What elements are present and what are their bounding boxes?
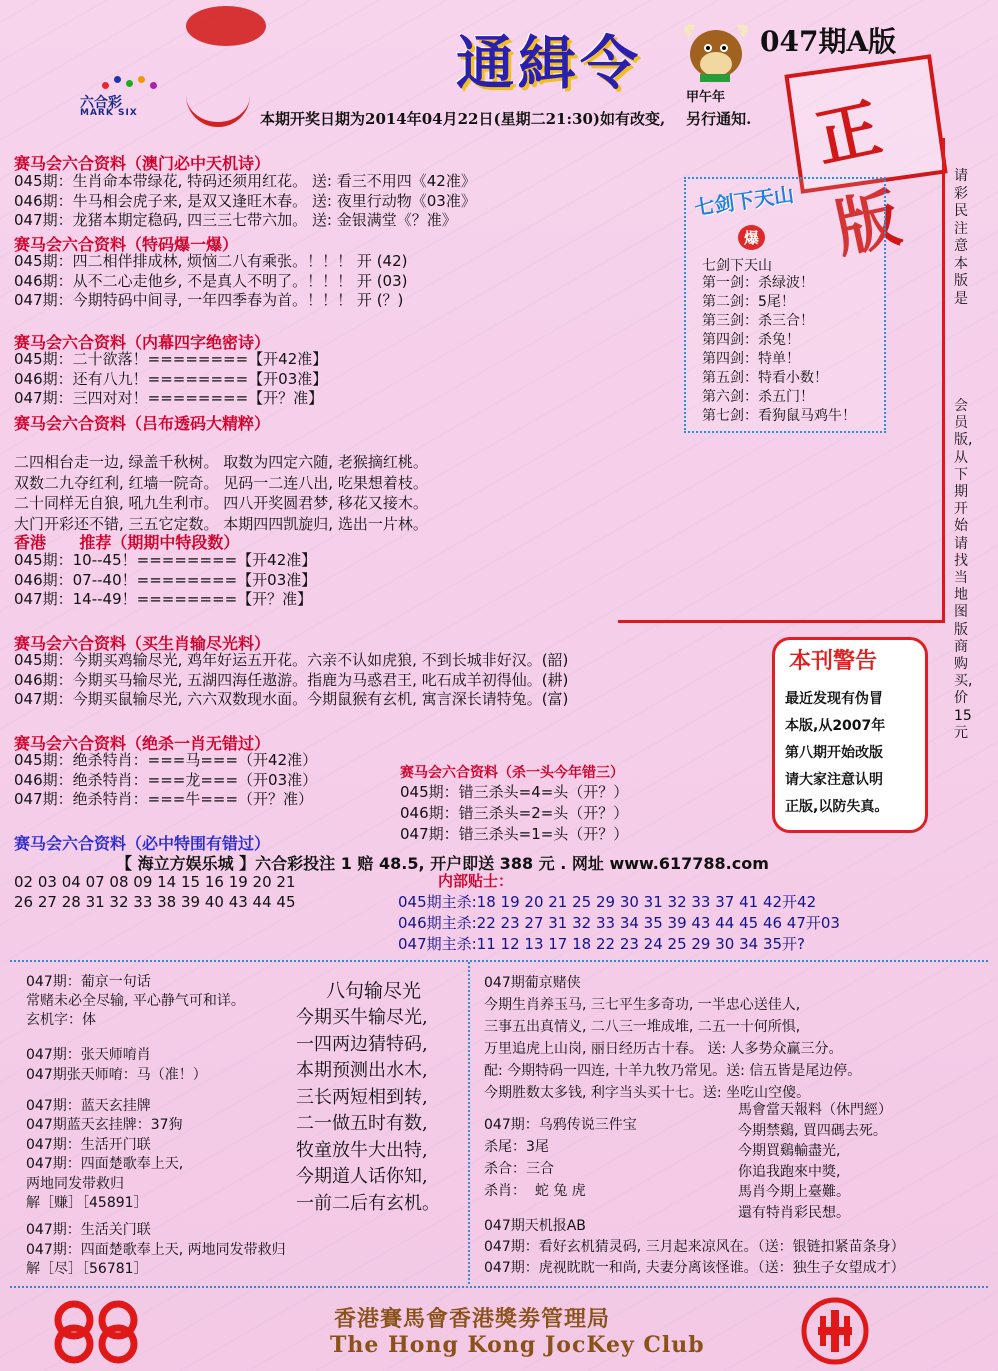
list-item: 047期：14--49！========【开？准】 [14,590,313,609]
list-item: 還有特肖彩民想。 [738,1204,850,1221]
draw-notice: 本期开奖日期为2014年04月22日(星期二21:30)如有改变, 另行通知. [260,110,752,128]
list-item: 一前二后有玄机。 [296,1192,440,1214]
list-item: 一四两边猜特码, [296,1033,428,1055]
section-hk-recommend [14,551,316,610]
hkjc-right-seal [800,1296,870,1366]
list-item: 047期张天师唷：马（准！） [26,1067,207,1083]
list-item: 047期：三四对对！========【开？准】 [14,389,324,408]
side-note-2: 会员版,从下期开始请找当地图版商购买,价15元 [954,398,973,741]
list-item: 047期：今期特码中间寻, 一年四季春为首。！！！ 开 (？) [14,291,404,310]
list-item: 047期：生活开门联 [26,1136,151,1153]
list-item: 045期主杀:18 19 20 21 25 29 30 31 32 33 37 41 42开42 [398,893,817,911]
section-title-zodiac-lose: 赛马会六合资料（买生肖输尽光料） [14,634,271,653]
section-title-kill-head: 赛马会六合资料（杀一头今年错三） [400,765,624,781]
list-item: 今期生肖养玉马, 三七平生多奇功, 一半忠心送佳人, [484,997,801,1013]
bottom-divider-top [10,960,988,962]
list-item: 正版,以防失真。 [785,799,889,815]
lisbon-gambler [484,972,861,1104]
list-item: 杀肖： 蛇 兔 虎 [484,1183,586,1199]
list-item: 047期：乌鸦传说三件宝 [484,1117,637,1133]
list-item: 046期：绝杀特肖：===龙===（开03准） [14,770,318,789]
list-item: 今期買鷄輸盡光, [738,1143,841,1159]
section-four-char [14,350,327,409]
seven-swords-list [702,274,856,426]
list-item: 第六剑：杀五门！ [702,389,814,405]
list-item: 大门开彩还不错, 三五它定数。 本期四四凯旋归, 选出一片林。 [14,514,428,533]
bottom-left-block-4 [26,1221,286,1280]
list-item: 二一做五时有数, [296,1113,428,1134]
list-item: 045期：10--45！========【开42准】 [14,551,317,569]
mark-six-en: MARK SIX [80,108,138,118]
section-title-four-char: 赛马会六合资料（内幕四字绝密诗） [14,333,271,352]
list-item: 第四剑：杀兔！ [702,332,800,348]
list-item: 玄机字：体 [26,1012,96,1028]
section-title-kill-zodiac: 赛马会六合资料（绝杀一肖无错过） [14,734,271,753]
section-macau-poem [14,172,476,231]
list-item: 047期蓝天玄挂牌：37狗 [26,1117,183,1134]
list-item: 本版,从2007年 [785,718,886,734]
bottom-left-block-1 [26,973,245,1030]
section-title-macau-poem: 赛马会六合资料（澳门必中天机诗） [14,154,271,173]
page-title: 通緝令 [456,29,643,97]
warning-box [772,637,928,833]
list-item: 解［尽］［56781］ [26,1261,148,1277]
list-item: 02 03 04 07 08 09 14 15 16 19 20 21 [14,873,296,891]
list-item: 047期：今期买鼠输尽光, 六六双数现水面。今期鼠猴有玄机, 寓言深长请特兔。(富) [14,690,569,709]
list-item: 馬肖今期上臺難。 [738,1184,850,1200]
section-title-lubu: 赛马会六合资料（吕布透码大精粹） [14,414,271,433]
list-item: 解［赚］［45891］ [26,1195,148,1212]
section-title-hk-recommend: 香港 推荐（期期中特段数） [14,533,240,552]
list-item: 本期预测出水木, [296,1060,428,1081]
seven-swords-burst: 爆 [738,225,765,250]
bottom-divider-bottom [10,1286,988,1288]
eight-lines [296,1005,440,1217]
list-item: 二四相台走一边, 绿盖千秋树。 取数为四定六随, 老猴摘红桃。 [14,453,428,471]
list-item: 045期：绝杀特肖：===马===（开42准） [14,751,318,769]
list-item: 047期：绝杀特肖：===牛===（开？准） [14,790,314,809]
list-item: 配: 今期特码一四连, 十羊九牧乃常见。送: 信五皆是尾边停。 [484,1063,862,1079]
list-item: 第三剑：杀三合！ [702,313,814,329]
bottom-left-block-2 [26,1045,207,1085]
year-label: 甲午年 [686,90,726,105]
list-item: 杀合：三合 [484,1161,554,1177]
tianji-report [484,1216,905,1279]
list-item: 047期：四面楚歌奉上天, [26,1156,184,1173]
list-item: 047期天机报AB [484,1218,586,1234]
list-item: 第四剑：特单！ [702,351,800,367]
list-item: 第二剑：5尾！ [702,294,795,310]
lisbon-title: 047期葡京赌侠 [484,975,581,991]
list-item: 046期：从不二心走他乡, 不是真人不明了。！！！ 开 (03) [14,271,408,290]
list-item: 046期：还有八九！========【开03准】 [14,369,328,388]
list-item: 047期主杀:11 12 13 17 18 22 23 24 25 29 30 34 35开? [398,935,805,953]
footer-en: The Hong Kong JocKey Club [330,1332,705,1358]
list-item: 牧童放牛大出特, [296,1139,428,1161]
inner-tips [398,892,840,955]
list-item: 三长两短相到转, [296,1086,428,1108]
list-item: 万里追虎上山岗, 丽日经历古十春。 送: 人多势众赢三分。 [484,1041,843,1057]
warning-lines [785,686,888,821]
footer-cn: 香港賽馬會香港獎劵管理局 [334,1306,611,1332]
top-left-red-blob [186,6,266,46]
eight-lines-title: 八句输尽光 [326,980,422,1002]
list-item: 第七剑：看狗鼠马鸡牛！ [702,408,856,424]
club-report [738,1100,892,1223]
section-zodiac-lose [14,651,568,710]
list-item: 047期：生活关门联 [26,1222,151,1238]
red-swoosh [186,92,250,127]
list-item: 今期胜数太多钱, 利字当头买十七。送: 坐吃山空傻。 [484,1085,811,1101]
list-item: 三事五出真情义, 二八三一堆成堆, 二五一十何所惧, [484,1019,801,1035]
inner-tips-title: 内部贴士： [438,872,514,890]
list-item: 双数二九夺红利, 红墙一院奇。 见码一二连八出, 吃果想着枝。 [14,473,428,492]
ox-mascot-icon [676,14,754,88]
stamp-text: 正版 [809,90,907,268]
side-note-1: 请彩民注意本版是 [954,168,968,307]
hkjc-left-logo [48,1298,144,1364]
list-item: 045期：二十欲落！========【开42准】 [14,350,328,368]
list-item: 第一剑：杀绿波！ [702,275,814,291]
section-special-burst [14,252,408,311]
seven-swords-box [684,177,886,433]
list-item: 047期：错三杀头=1=头（开？） [400,825,629,843]
list-item: 047期：四面楚歌奉上天, 两地同发带救归 [26,1241,286,1258]
list-item: 047期：虎视眈眈一和尚, 夫妻分离该怪谁。（送：独生子女望成才） [484,1260,905,1276]
list-item: 046期：07--40！========【开03准】 [14,570,317,589]
list-item: 26 27 28 31 32 33 38 39 40 43 44 45 [14,892,296,911]
list-item: 047期：龙猪本期定稳码, 四三三七带六加。 送: 金银满堂《？准》 [14,211,457,230]
list-item: 047期：看好玄机猜灵码, 三月起来凉风在。（送：银链扣紧苗条身） [484,1239,905,1255]
seven-swords-title: 七剑下天山 [702,258,772,274]
section-lubu [14,452,428,534]
mark-six-logo [78,76,178,116]
list-item: 047期：张天师唷肖 [26,1047,151,1063]
section-kill-head [400,782,628,845]
list-item: 046期：错三杀头=2=头（开？） [400,804,629,822]
list-item: 今期禁鷄, 買四碼去死。 [738,1122,887,1139]
list-item: 请大家注意认明 [785,772,883,788]
list-item: 第八期开始改版 [785,745,883,761]
list-item: 第五剑：特看小数！ [702,370,828,386]
issue-label: 047期A版 [760,25,897,58]
list-item: 045期：今期买鸡输尽光, 鸡年好运五开花。六亲不认如虎狼, 不到长城非好汉。(韶) [14,651,569,669]
list-item: 047期：蓝天玄挂牌 [26,1098,151,1114]
list-item: 今期道人话你知, [296,1166,428,1187]
bottom-divider-mid [468,962,470,1284]
list-item: 046期主杀:22 23 27 31 32 33 34 35 39 43 44 45 46 47开03 [398,914,840,932]
list-item: 045期：错三杀头=4=头（开？） [400,783,629,801]
list-item: 二十同样无自狼, 吼九生利市。 四八开奖圆君梦, 移花又接木。 [14,494,428,512]
list-item: 最近发现有伪冒 [785,691,883,707]
ad-banner[interactable]: 【 海立方娱乐城 】六合彩投注 1 赔 48.5, 开户即送 388 元 . 网址 www.617788.com [116,854,769,873]
list-item: 你追我跑來中獎, [738,1163,841,1180]
list-item: 今期买牛输尽光, [296,1007,428,1028]
list-item: 047期：葡京一句话 [26,974,151,990]
section-title-special-burst: 赛马会六合资料（特码爆一爆） [14,235,239,254]
list-item: 常赌未必全尽输, 平心静气可和详。 [26,993,245,1009]
list-item: 045期：生肖命本带绿花, 特码还须用红花。 送: 看三不用四《42准》 [14,172,476,190]
section-kill-zodiac [14,751,317,810]
bottom-left-block-3 [26,1097,183,1213]
seven-swords-banner: 七剑下天山 [693,182,796,220]
list-item: 馬會當天報料（休門經） [738,1102,892,1118]
list-item: 杀尾：3尾 [484,1139,549,1155]
crow-legend [484,1114,637,1202]
list-item: 两地同发带救归 [26,1175,124,1192]
list-item: 045期：四二相伴排成林, 烦恼二八有乘张。！！！ 开 (42) [14,252,408,270]
warning-title: 本刊警告 [789,649,878,674]
list-item: 046期：今期买马输尽光, 五湖四海任遨游。指鹿为马惑君王, 叱石成羊初得仙。(耕) [14,670,569,689]
list-item: 046期：牛马相会虎子来, 是双又逢旺木春。 送: 夜里行动物《03准》 [14,191,476,210]
section-special-range [14,873,296,912]
mark-six-cn: 六合彩 [80,95,122,111]
section-title-special-range: 赛马会六合资料（必中特围有错过） [14,834,271,853]
